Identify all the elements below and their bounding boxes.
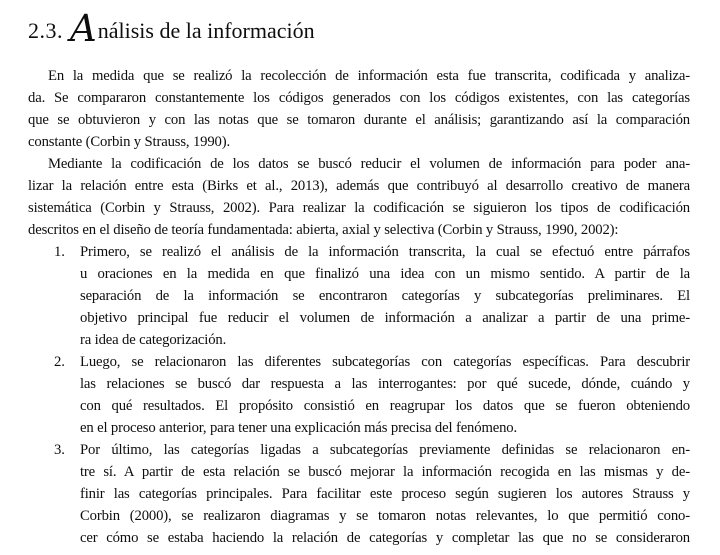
section-heading: [28, 7, 692, 52]
list-item-3: [28, 439, 690, 549]
text-line: Por último, las categorías ligadas a subcategorías previamente definidas se relacionaron en-: [80, 442, 690, 458]
list-item-text: [80, 241, 690, 351]
text-line: Corbin (2000), se realizaron diagramas y se tomaron notas relevantes, lo que permitió cono-: [80, 508, 690, 524]
section-number: 2.3.: [28, 18, 63, 43]
text-line: En la medida que se realizó la recolección de información esta fue transcrita, codificada y analiza-: [48, 68, 690, 84]
list-item-2: [28, 351, 690, 439]
text-line: Luego, se relacionaron las diferentes subcategorías con categorías específicas. Para descubrir: [80, 354, 690, 370]
list-number: 3.: [54, 442, 65, 458]
body-text: [28, 65, 690, 549]
text-line: constante (Corbin y Strauss, 1990).: [28, 134, 230, 150]
list-number: 1.: [54, 244, 65, 260]
section-title: [70, 7, 315, 50]
text-line: Primero, se realizó el análisis de la información transcrita, la cual se efectuó entre párrafos: [80, 244, 690, 260]
text-line: finir las categorías principales. Para facilitar este proceso según sugieren los autores Strauss y: [80, 486, 690, 502]
text-line: Mediante la codificación de los datos se buscó reducir el volumen de información para poder ana-: [48, 156, 690, 172]
text-line: da. Se compararon constantemente los códigos generados con los códigos existentes, con las categorías: [28, 90, 690, 106]
text-line: sistemática (Corbin y Strauss, 2002). Para realizar la codificación se siguieron los tipos de codificación: [28, 200, 690, 216]
text-line: lizar la relación entre esta (Birks et al., 2013), además que contribuyó al desarrollo creativo de manera: [28, 178, 690, 194]
text-line: cer cómo se estaba haciendo la relación de categorías y completar las que no se consideraron: [80, 530, 690, 546]
paragraph-1: [28, 65, 690, 153]
text-line: u oraciones en la medida en que finalizó una idea con un mismo sentido. A partir de la: [80, 266, 690, 282]
section-title-initial: A: [70, 7, 97, 50]
text-line: con qué resultados. El propósito consistió en reagrupar los datos que se fueron obteniendo: [80, 398, 690, 414]
list-item-text: [80, 351, 690, 439]
text-line: descritos en el diseño de teoría fundamentada: abierta, axial y selectiva (Corbin y Strauss, 1990, 2002):: [28, 222, 619, 238]
text-line: en el proceso anterior, para tener una explicación más precisa del fenómeno.: [80, 420, 517, 436]
text-line: las relaciones se buscó dar respuesta a las interrogantes: por qué sucede, dónde, cuándo y: [80, 376, 690, 392]
text-line: que se obtuvieron y con las notas que se tomaron durante el análisis; garantizando así la comparación: [28, 112, 690, 128]
paragraph-2: [28, 153, 690, 241]
list-number: 2.: [54, 354, 65, 370]
text-line: tre sí. A partir de esta relación se buscó mejorar la información recogida en las mismas y de-: [80, 464, 690, 480]
list-item-text: [80, 439, 690, 549]
list-item-1: [28, 241, 690, 351]
section-title-rest: nálisis de la información: [97, 18, 315, 43]
text-line: separación de la información se encontraron categorías y subcategorías preliminares. El: [80, 288, 690, 304]
text-line: objetivo principal fue reducir el volumen de información a analizar a partir de una prime-: [80, 310, 690, 326]
text-line: ra idea de categorización.: [80, 332, 227, 348]
